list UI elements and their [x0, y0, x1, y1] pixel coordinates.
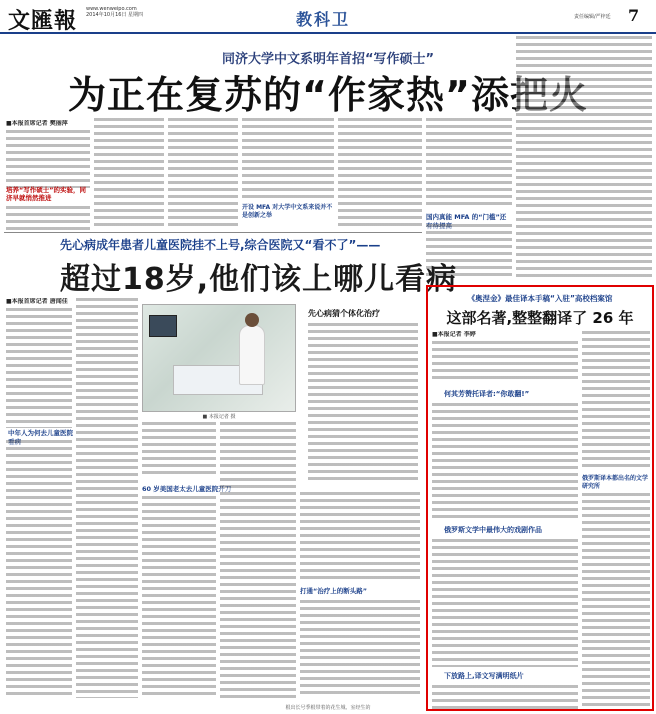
text-block: [142, 496, 216, 698]
photo-caption: ■ 本报记者 摄: [202, 414, 236, 420]
story2-column-3b: [142, 496, 216, 698]
text-block: [242, 118, 334, 198]
story1-column-1b: [6, 206, 90, 230]
text-block: [426, 118, 512, 206]
story3-subhead-4: 俄罗斯译本都出名的文学研究所: [582, 475, 649, 490]
story3-column-2: [582, 331, 650, 471]
text-block: [76, 298, 138, 698]
monitor-shape: [149, 315, 177, 337]
story2-subhead-1: 中年人为何去儿童医院看病: [8, 429, 73, 446]
text-block: [338, 118, 422, 230]
page-footer: 根出长号季根带着的花生城、室经生的: [285, 705, 371, 711]
story3-subhead-2: 俄罗斯文学中最伟大的戏剧作品: [444, 526, 542, 534]
story3-column-1: [432, 331, 578, 383]
story1-byline: ■本报首席记者 樊丽萍: [6, 120, 68, 127]
story2-headline: 超过18岁,他们该上哪儿看病: [60, 262, 458, 297]
text-block: [432, 403, 578, 521]
text-block: [300, 492, 420, 582]
section-title: 教科卫: [296, 10, 351, 29]
story1-subhead-2: 开设 MFA 对大学中文系来说并不是创新之举: [242, 204, 333, 219]
story2-sidebox: [308, 308, 418, 484]
text-block: [308, 323, 418, 483]
story2-byline: ■本报首席记者 唐闻佳: [6, 298, 68, 305]
masthead: [0, 0, 656, 34]
story1-column-6: [426, 118, 512, 206]
story3-subhead-1: 何其芳赞托译者:“你敢翻!”: [444, 390, 530, 398]
story1-column-7: [516, 36, 652, 280]
story3-column-2b: [582, 493, 650, 709]
story1-subhead-3: 国内真能 MFA 的“门槛”还有待提高: [426, 213, 507, 230]
story2-subhead-2: 60 岁美国老太去儿童医院开刀: [142, 485, 232, 493]
story2-column-2: [76, 298, 138, 698]
story2-column-5b: [300, 600, 420, 698]
story1-kicker: 同济大学中文系明年首招“写作硕士”: [221, 52, 435, 67]
hospital-photo: [142, 304, 296, 412]
story2-column-1b: [6, 440, 72, 698]
text-block: [432, 341, 578, 383]
story1-column-3: [168, 118, 238, 230]
story3-column-1b: [432, 403, 578, 521]
story2-column-4: [220, 422, 296, 698]
text-block: [168, 118, 238, 230]
story1-headline: 为正在复苏的“作家热”添把火: [68, 73, 588, 117]
story3-subhead-3: 下放路上,译文写满明纸片: [444, 672, 524, 680]
story2-subhead-3: 打通“治疗上的断头路”: [300, 587, 368, 595]
story2-kicker: 先心病成年患者儿童医院挂不上号,综合医院又“看不了”——: [60, 238, 381, 252]
text-block: [142, 422, 216, 478]
editor-credit: 责任编辑/严梓廷: [574, 14, 611, 20]
text-block: [300, 600, 420, 698]
story3-column-1c: [432, 539, 578, 667]
text-block: [582, 493, 650, 709]
story3-byline: ■本报记者 李婷: [432, 331, 476, 338]
text-block: [516, 36, 652, 280]
text-block: [432, 539, 578, 667]
story1-column-2: [94, 118, 164, 230]
text-block: [6, 440, 72, 698]
newspaper-logo: 文匯報: [8, 8, 78, 34]
story1-column-5: [338, 118, 422, 230]
highlighted-article-box: [426, 285, 654, 711]
doctor-shape: [239, 325, 265, 385]
doctor-head-shape: [245, 313, 259, 327]
text-block: [6, 308, 72, 428]
logo-subtitle: www.wenweipo.com 2014年10月16日 星期四: [86, 6, 144, 18]
story2-column-3: [142, 422, 216, 478]
story2-column-5: [300, 492, 420, 582]
text-block: [94, 118, 164, 230]
story3-headline: 这部名著,整整翻译了 26 年: [446, 309, 634, 327]
text-block: [220, 422, 296, 698]
page-number: 7: [628, 6, 640, 25]
sidebox-title: 先心病猜个体化治疗: [308, 309, 380, 318]
sidebox-text: [308, 323, 418, 483]
story1-subhead-1: 培养“写作硕士”的实验，同济早就悄然推进: [6, 186, 87, 202]
story3-kicker: 《奥涅金》最佳译本手稿“入驻”高校档案馆: [467, 294, 613, 303]
story1-column-4: [242, 118, 334, 198]
text-block: [582, 331, 650, 471]
text-block: [6, 130, 90, 188]
text-block: [6, 206, 90, 230]
section-divider: [4, 232, 422, 233]
